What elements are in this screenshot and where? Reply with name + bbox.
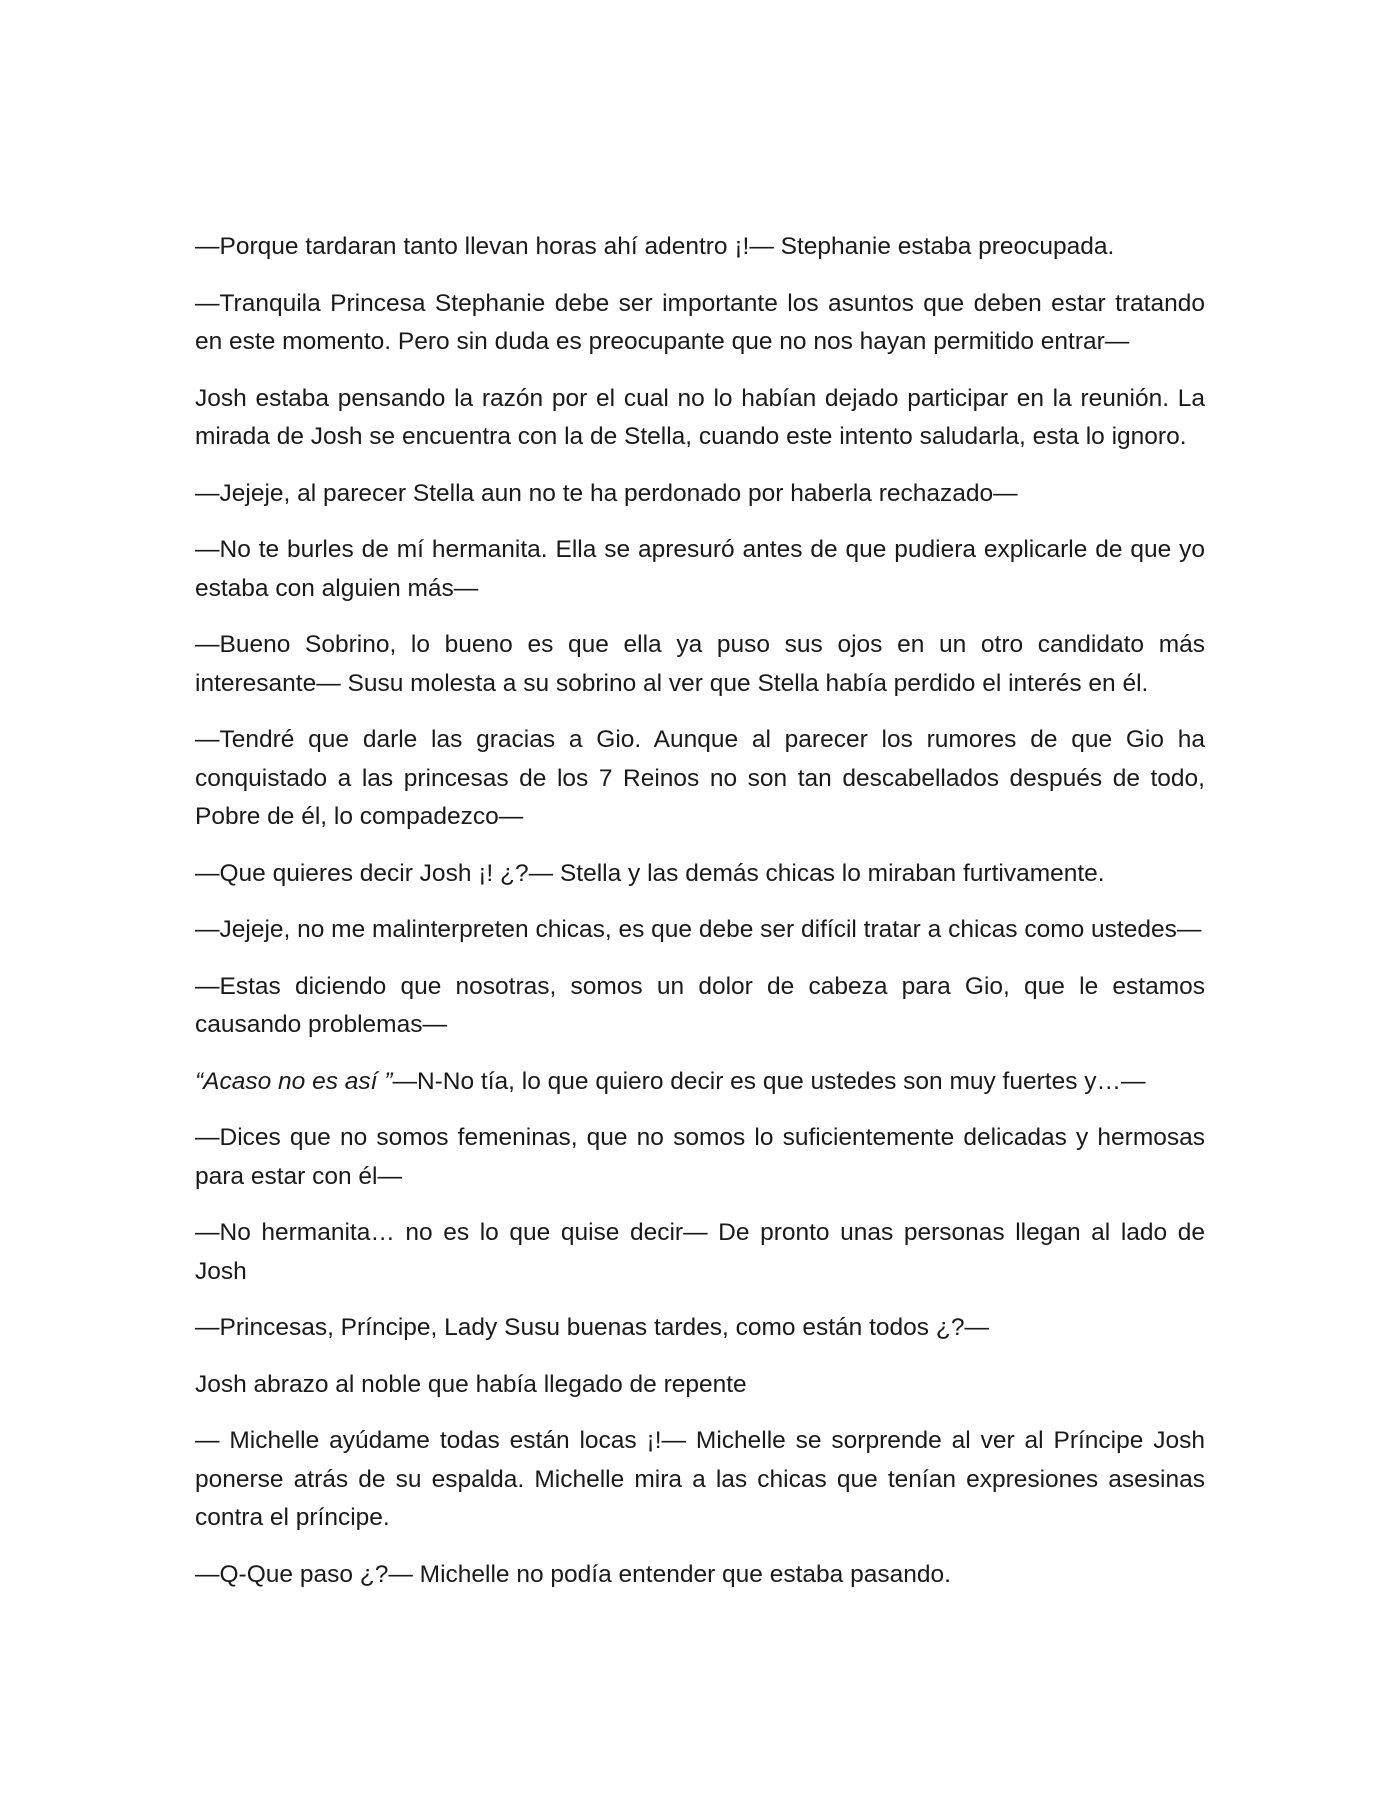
paragraph: —Tranquila Princesa Stephanie debe ser importante los asuntos que deben estar tratando en este momento. Pero sin duda es preocupante que no nos hayan permitido entrar— (195, 289, 1205, 355)
paragraph: —Bueno Sobrino, lo bueno es que ella ya puso sus ojos en un otro candidato más interesante— Susu molesta a su sobrino al ver que Stella había perdido el interés en él. (195, 631, 1205, 697)
paragraph-text: —N-No tía, lo que quiero decir es que ustedes son muy fuertes y…— (392, 1067, 1146, 1095)
paragraph: —Jejeje, al parecer Stella aun no te ha perdonado por haberla rechazado— (195, 479, 1018, 507)
paragraph (195, 1063, 1205, 1102)
paragraph: —No hermanita… no es lo que quise decir— De pronto unas personas llegan al lado de Josh (195, 1219, 1205, 1285)
paragraph: — Michelle ayúdame todas están locas ¡!— Michelle se sorprende al ver al Príncipe Josh ponerse atrás de su espalda. Michelle mira a las chicas que tenían expresiones asesinas contra el príncipe. (195, 1427, 1205, 1531)
italic-quote: “Acaso no es así ” (195, 1067, 393, 1095)
paragraph: —Dices que no somos femeninas, que no somos lo suficientemente delicadas y hermosas para estar con él— (195, 1124, 1205, 1190)
paragraph: —Estas diciendo que nosotras, somos un dolor de cabeza para Gio, que le estamos causando problemas— (195, 972, 1205, 1038)
paragraph: —Jejeje, no me malinterpreten chicas, es que debe ser difícil tratar a chicas como ustedes— (195, 916, 1202, 943)
document-body (195, 228, 1205, 1612)
paragraph: —Q-Que paso ¿?— Michelle no podía entender que estaba pasando. (195, 1560, 951, 1588)
paragraph: —Princesas, Príncipe, Lady Susu buenas tardes, como están todos ¿?— (195, 1314, 989, 1341)
paragraph: —No te burles de mí hermanita. Ella se apresuró antes de que pudiera explicarle de que yo estaba con alguien más— (195, 536, 1205, 602)
paragraph: —Que quieres decir Josh ¡! ¿?— Stella y las demás chicas lo miraban furtivamente. (195, 859, 1105, 887)
paragraph: Josh estaba pensando la razón por el cual no lo habían dejado participar en la reunión. La mirada de Josh se encuentra con la de Stella, cuando este intento saludarla, esta lo ignoro. (195, 384, 1205, 450)
paragraph: —Tendré que darle las gracias a Gio. Aunque al parecer los rumores de que Gio ha conquistado a las princesas de los 7 Reinos no son tan descabellados después de todo, Pobre de él, lo compadezco— (195, 726, 1205, 830)
paragraph: Josh abrazo al noble que había llegado de repente (195, 1370, 747, 1398)
paragraph: —Porque tardaran tanto llevan horas ahí adentro ¡!— Stephanie estaba preocupada. (195, 233, 1115, 260)
